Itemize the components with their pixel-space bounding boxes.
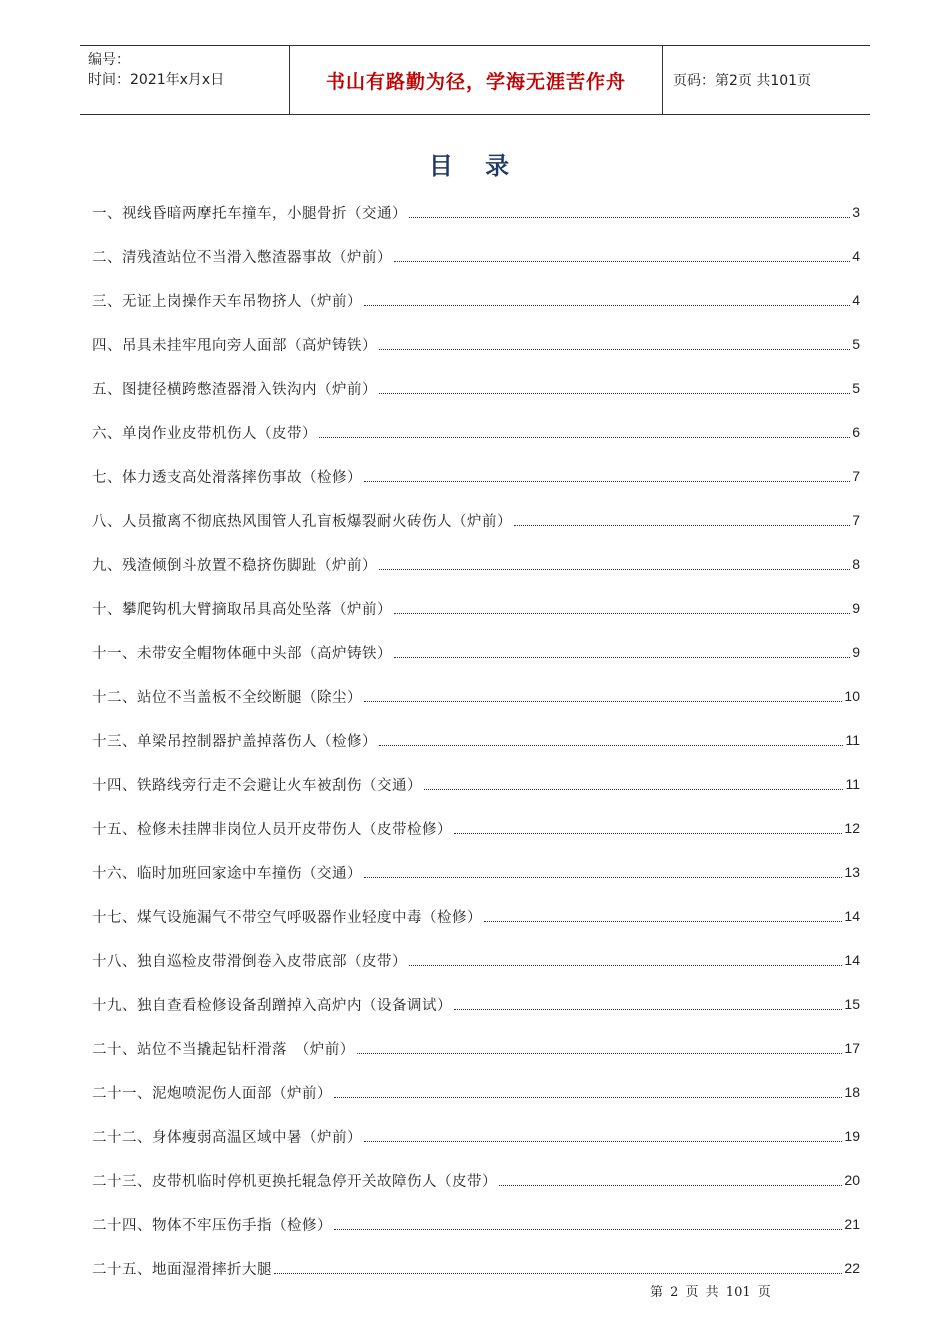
- toc-leader-dots: [394, 613, 850, 614]
- toc-entry-page: 11: [845, 776, 860, 792]
- toc-entry-page: 17: [844, 1040, 860, 1056]
- toc-leader-dots: [484, 921, 842, 922]
- toc-entry-label: 十六、临时加班回家途中车撞伤（交通）: [92, 865, 362, 882]
- toc-entry-label: 九、残渣倾倒斗放置不稳挤伤脚趾（炉前）: [92, 557, 377, 574]
- toc-leader-dots: [514, 525, 850, 526]
- toc-entry-label: 十九、独自查看检修设备刮蹭掉入高炉内（设备调试）: [92, 997, 452, 1014]
- toc-leader-dots: [454, 1009, 842, 1010]
- toc-leader-dots: [379, 745, 843, 746]
- toc-leader-dots: [424, 789, 843, 790]
- toc-leader-dots: [379, 349, 850, 350]
- toc-leader-dots: [394, 657, 850, 658]
- toc-entry[interactable]: [92, 278, 860, 322]
- toc-entry[interactable]: [92, 1026, 860, 1070]
- toc-entry-page: 14: [844, 952, 860, 968]
- toc-leader-dots: [334, 1097, 842, 1098]
- toc-entry[interactable]: [92, 718, 860, 762]
- toc-leader-dots: [379, 569, 850, 570]
- toc-leader-dots: [364, 1141, 842, 1142]
- toc-entry-label: 七、体力透支高处滑落摔伤事故（检修）: [92, 469, 362, 486]
- toc-entry[interactable]: [92, 1114, 860, 1158]
- toc-entry-label: 十七、煤气设施漏气不带空气呼吸器作业轻度中毒（检修）: [92, 909, 482, 926]
- date-label: 时间：2021年x月x日: [88, 72, 225, 88]
- toc-entry-label: 二、清残渣站位不当滑入憋渣器事故（炉前）: [92, 249, 392, 266]
- toc-entry-page: 22: [844, 1260, 860, 1276]
- footer-page-number: 第 2 页 共 101 页: [650, 1285, 771, 1300]
- toc-entry-page: 7: [852, 468, 860, 484]
- toc-entry-label: 二十、站位不当撬起钻杆滑落 （炉前）: [92, 1041, 355, 1058]
- toc-leader-dots: [454, 833, 842, 834]
- toc-entry-label: 十、攀爬钩机大臂摘取吊具高处坠落（炉前）: [92, 601, 392, 618]
- toc-entry-label: 二十三、皮带机临时停机更换托辊急停开关故障伤人（皮带）: [92, 1173, 497, 1190]
- table-of-contents: [92, 190, 860, 1290]
- toc-entry-page: 5: [852, 380, 860, 396]
- toc-entry-label: 二十一、泥炮喷泥伤人面部（炉前）: [92, 1085, 332, 1102]
- toc-leader-dots: [499, 1185, 842, 1186]
- toc-entry-page: 20: [844, 1172, 860, 1188]
- toc-leader-dots: [409, 965, 842, 966]
- toc-leader-dots: [364, 877, 842, 878]
- toc-entry-page: 11: [845, 732, 860, 748]
- toc-entry-page: 19: [844, 1128, 860, 1144]
- toc-entry[interactable]: [92, 1070, 860, 1114]
- toc-entry[interactable]: [92, 322, 860, 366]
- header-page-info: 页码：第2页 共101页: [673, 73, 812, 89]
- toc-entry[interactable]: [92, 762, 860, 806]
- toc-entry-label: 二十五、地面湿滑摔折大腿: [92, 1261, 272, 1278]
- toc-entry-page: 18: [844, 1084, 860, 1100]
- toc-entry-page: 5: [852, 336, 860, 352]
- toc-entry-page: 10: [844, 688, 860, 704]
- toc-leader-dots: [364, 305, 850, 306]
- toc-entry-label: 二十二、身体瘦弱高温区域中暑（炉前）: [92, 1129, 362, 1146]
- toc-entry-label: 十二、站位不当盖板不全绞断腿（除尘）: [92, 689, 362, 706]
- toc-entry-page: 9: [852, 644, 860, 660]
- toc-entry-label: 四、吊具未挂牢甩向旁人面部（高炉铸铁）: [92, 337, 377, 354]
- toc-entry-label: 一、视线昏暗两摩托车撞车，小腿骨折（交通）: [92, 205, 407, 222]
- toc-entry-page: 4: [852, 248, 860, 264]
- toc-leader-dots: [409, 217, 850, 218]
- toc-leader-dots: [394, 261, 850, 262]
- toc-entry[interactable]: [92, 982, 860, 1026]
- toc-entry[interactable]: [92, 366, 860, 410]
- header-motto: 书山有路勤为径，学海无涯苦作舟: [325, 70, 626, 93]
- toc-entry-page: 14: [844, 908, 860, 924]
- toc-entry[interactable]: [92, 938, 860, 982]
- toc-entry[interactable]: [92, 410, 860, 454]
- number-label: 编号：: [88, 52, 130, 68]
- toc-entry-page: 9: [852, 600, 860, 616]
- toc-entry-page: 8: [852, 556, 860, 572]
- toc-entry[interactable]: [92, 850, 860, 894]
- toc-entry[interactable]: [92, 674, 860, 718]
- toc-entry-label: 八、人员撤离不彻底热风围管人孔盲板爆裂耐火砖伤人（炉前）: [92, 513, 512, 530]
- toc-entry-label: 十一、未带安全帽物体砸中头部（高炉铸铁）: [92, 645, 392, 662]
- toc-entry-page: 6: [852, 424, 860, 440]
- toc-entry[interactable]: [92, 454, 860, 498]
- toc-entry-page: 12: [844, 820, 860, 836]
- toc-entry-page: 4: [852, 292, 860, 308]
- toc-entry-page: 21: [844, 1216, 860, 1232]
- toc-title: 目 录: [428, 152, 522, 180]
- toc-entry[interactable]: [92, 1202, 860, 1246]
- toc-entry-page: 7: [852, 512, 860, 528]
- toc-entry[interactable]: [92, 586, 860, 630]
- toc-entry-page: 13: [844, 864, 860, 880]
- toc-leader-dots: [364, 701, 842, 702]
- toc-leader-dots: [334, 1229, 842, 1230]
- toc-entry-page: 3: [852, 204, 860, 220]
- toc-entry[interactable]: [92, 1158, 860, 1202]
- document-header: [80, 45, 870, 115]
- toc-leader-dots: [357, 1053, 843, 1054]
- toc-entry[interactable]: [92, 498, 860, 542]
- toc-entry-page: 15: [844, 996, 860, 1012]
- toc-entry-label: 三、无证上岗操作天车吊物挤人（炉前）: [92, 293, 362, 310]
- toc-entry[interactable]: [92, 190, 860, 234]
- toc-entry-label: 六、单岗作业皮带机伤人（皮带）: [92, 425, 317, 442]
- header-motto-cell: [290, 46, 663, 114]
- toc-entry[interactable]: [92, 234, 860, 278]
- toc-entry-label: 十八、独自巡检皮带滑倒卷入皮带底部（皮带）: [92, 953, 407, 970]
- toc-entry[interactable]: [92, 542, 860, 586]
- toc-entry-label: 十三、单梁吊控制器护盖掉落伤人（检修）: [92, 733, 377, 750]
- toc-leader-dots: [379, 393, 850, 394]
- toc-entry[interactable]: [92, 806, 860, 850]
- header-meta: [80, 46, 290, 114]
- toc-entry-label: 二十四、物体不牢压伤手指（检修）: [92, 1217, 332, 1234]
- toc-entry-label: 十五、检修未挂牌非岗位人员开皮带伤人（皮带检修）: [92, 821, 452, 838]
- toc-leader-dots: [274, 1273, 842, 1274]
- toc-leader-dots: [319, 437, 850, 438]
- toc-leader-dots: [364, 481, 850, 482]
- toc-entry-label: 五、图捷径横跨憋渣器滑入铁沟内（炉前）: [92, 381, 377, 398]
- toc-entry[interactable]: [92, 894, 860, 938]
- toc-entry-label: 十四、铁路线旁行走不会避让火车被刮伤（交通）: [92, 777, 422, 794]
- toc-entry[interactable]: [92, 630, 860, 674]
